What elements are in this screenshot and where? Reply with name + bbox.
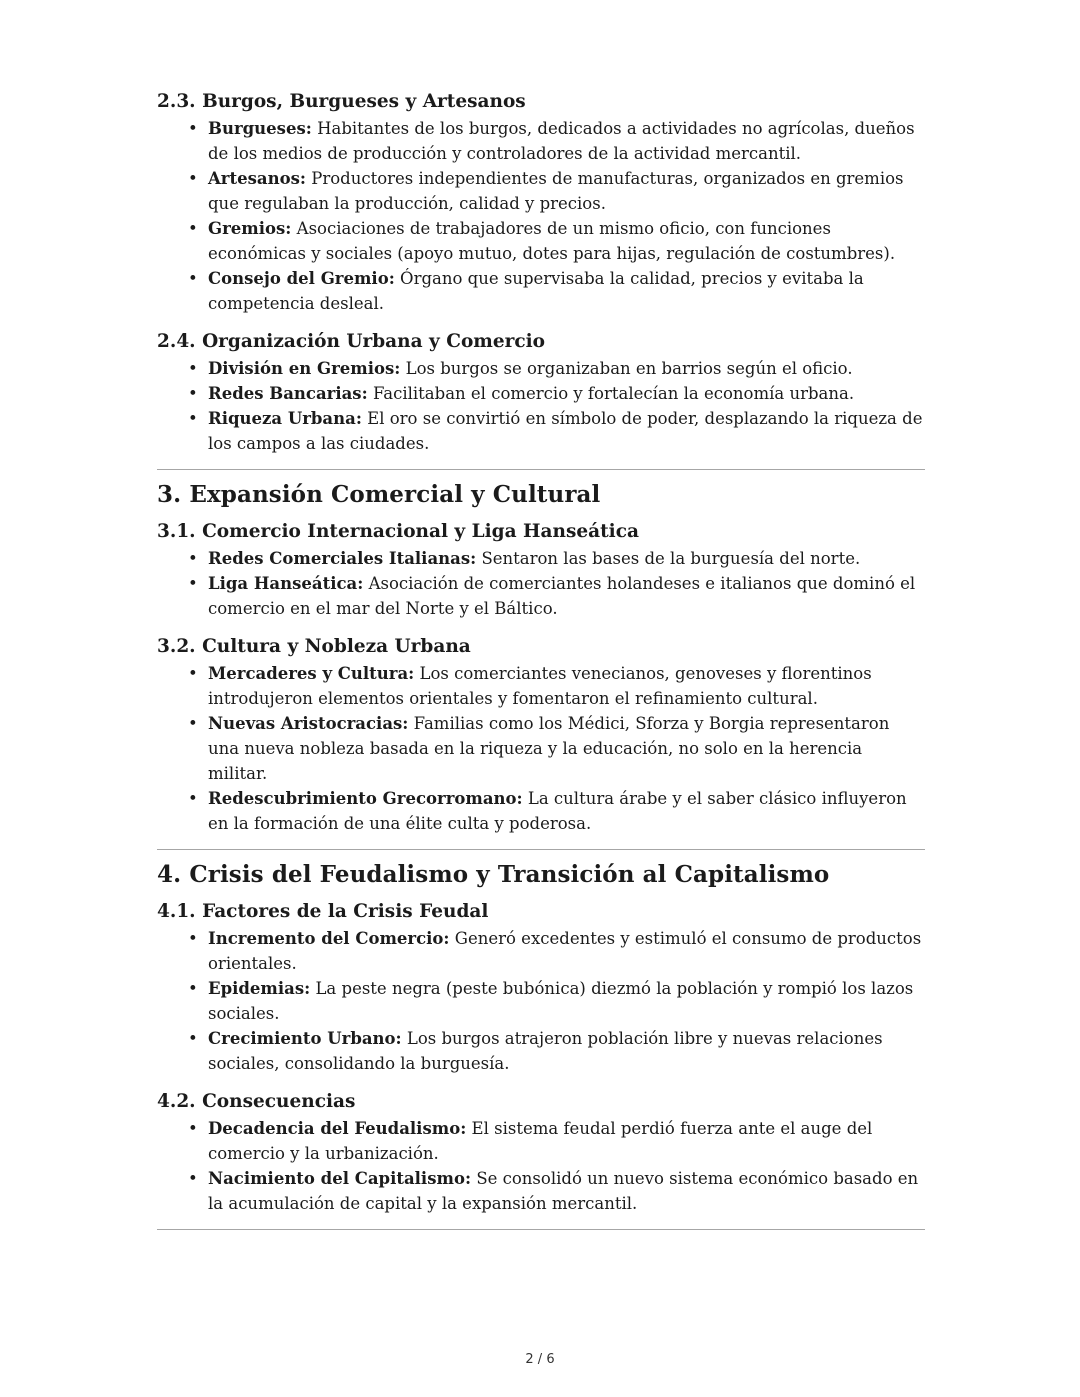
- term-description: Los burgos atrajeron población libre y nuevas relaciones sociales, consolidando la burguesía.: [208, 1029, 883, 1073]
- term-description: Generó excedentes y estimuló el consumo de productos orientales.: [208, 929, 922, 973]
- section-heading-4: 4. Crisis del Feudalismo y Transición al Capitalismo: [157, 861, 830, 888]
- term-description: Sentaron las bases de la burguesía del norte.: [481, 549, 861, 568]
- term: Consejo del Gremio:: [208, 269, 395, 288]
- term: Artesanos:: [208, 169, 306, 188]
- list-item: [157, 406, 925, 456]
- page-number: 2 / 6: [525, 1352, 555, 1367]
- list-item: [157, 976, 925, 1026]
- list-item: [157, 786, 925, 836]
- term-description: La peste negra (peste bubónica) diezmó la población y rompió los lazos sociales.: [208, 979, 914, 1023]
- term-description: Los comerciantes venecianos, genoveses y florentinos introdujeron elementos orientales y fomentaron el refinamiento cultural.: [208, 664, 872, 708]
- list-item: [157, 711, 925, 786]
- term: Nuevas Aristocracias:: [208, 714, 409, 733]
- term: Incremento del Comercio:: [208, 929, 450, 948]
- section-heading-3: 3. Expansión Comercial y Cultural: [157, 481, 601, 508]
- term: Redescubrimiento Grecorromano:: [208, 789, 523, 808]
- term: Redes Bancarias:: [208, 384, 368, 403]
- list-item: [157, 356, 925, 381]
- list-4-1: [157, 926, 925, 1076]
- term-description: Se consolidó un nuevo sistema económico basado en la acumulación de capital y la expansión mercantil.: [208, 1169, 919, 1213]
- list-3-2: [157, 661, 925, 836]
- list-2-3: [157, 116, 925, 316]
- list-item: [157, 381, 925, 406]
- term-description: Familias como los Médici, Sforza y Borgia representaron una nueva nobleza basada en la riqueza y la educación, no solo en la herencia militar.: [208, 714, 890, 783]
- term-description: Asociaciones de trabajadores de un mismo oficio, con funciones económicas y sociales (apoyo mutuo, dotes para hijas, regulación de costumbres).: [208, 219, 896, 263]
- term-description: Órgano que supervisaba la calidad, precios y evitaba la competencia desleal.: [208, 269, 864, 313]
- list-item: [157, 166, 925, 216]
- list-item: [157, 546, 925, 571]
- term: Mercaderes y Cultura:: [208, 664, 415, 683]
- term: Gremios:: [208, 219, 292, 238]
- term-description: Asociación de comerciantes holandeses e italianos que dominó el comercio en el mar del Norte y el Báltico.: [208, 574, 916, 618]
- term: Liga Hanseática:: [208, 574, 364, 593]
- section-divider: [157, 849, 925, 850]
- list-3-1: [157, 546, 925, 621]
- term: Epidemias:: [208, 979, 311, 998]
- term-description: Productores independientes de manufacturas, organizados en gremios que regulaban la producción, calidad y precios.: [208, 169, 904, 213]
- list-item: [157, 661, 925, 711]
- list-4-2: [157, 1116, 925, 1216]
- term: Crecimiento Urbano:: [208, 1029, 402, 1048]
- list-item: [157, 926, 925, 976]
- list-item: [157, 571, 925, 621]
- term: Riqueza Urbana:: [208, 409, 362, 428]
- heading-4-1: 4.1. Factores de la Crisis Feudal: [157, 901, 489, 922]
- heading-2-4: 2.4. Organización Urbana y Comercio: [157, 331, 546, 352]
- document-page: [157, 0, 925, 1240]
- list-2-4: [157, 356, 925, 456]
- term: Decadencia del Feudalismo:: [208, 1119, 467, 1138]
- term: División en Gremios:: [208, 359, 401, 378]
- term-description: El oro se convirtió en símbolo de poder, desplazando la riqueza de los campos a las ciudades.: [208, 409, 923, 453]
- term-description: Facilitaban el comercio y fortalecían la economía urbana.: [372, 384, 855, 403]
- term: Redes Comerciales Italianas:: [208, 549, 477, 568]
- term-description: La cultura árabe y el saber clásico influyeron en la formación de una élite culta y poderosa.: [208, 789, 907, 833]
- heading-3-2: 3.2. Cultura y Nobleza Urbana: [157, 636, 471, 657]
- term-description: Habitantes de los burgos, dedicados a actividades no agrícolas, dueños de los medios de producción y controladores de la actividad mercantil.: [208, 119, 915, 163]
- list-item: [157, 266, 925, 316]
- term-description: El sistema feudal perdió fuerza ante el auge del comercio y la urbanización.: [208, 1119, 873, 1163]
- section-divider: [157, 1229, 925, 1230]
- heading-4-2: 4.2. Consecuencias: [157, 1091, 356, 1112]
- list-item: [157, 1166, 925, 1216]
- section-divider: [157, 469, 925, 470]
- list-item: [157, 1026, 925, 1076]
- heading-2-3: 2.3. Burgos, Burgueses y Artesanos: [157, 91, 526, 112]
- list-item: [157, 216, 925, 266]
- list-item: [157, 116, 925, 166]
- list-item: [157, 1116, 925, 1166]
- term-description: Los burgos se organizaban en barrios según el oficio.: [405, 359, 853, 378]
- heading-3-1: 3.1. Comercio Internacional y Liga Hanseática: [157, 521, 639, 542]
- term: Burgueses:: [208, 119, 312, 138]
- term: Nacimiento del Capitalismo:: [208, 1169, 472, 1188]
